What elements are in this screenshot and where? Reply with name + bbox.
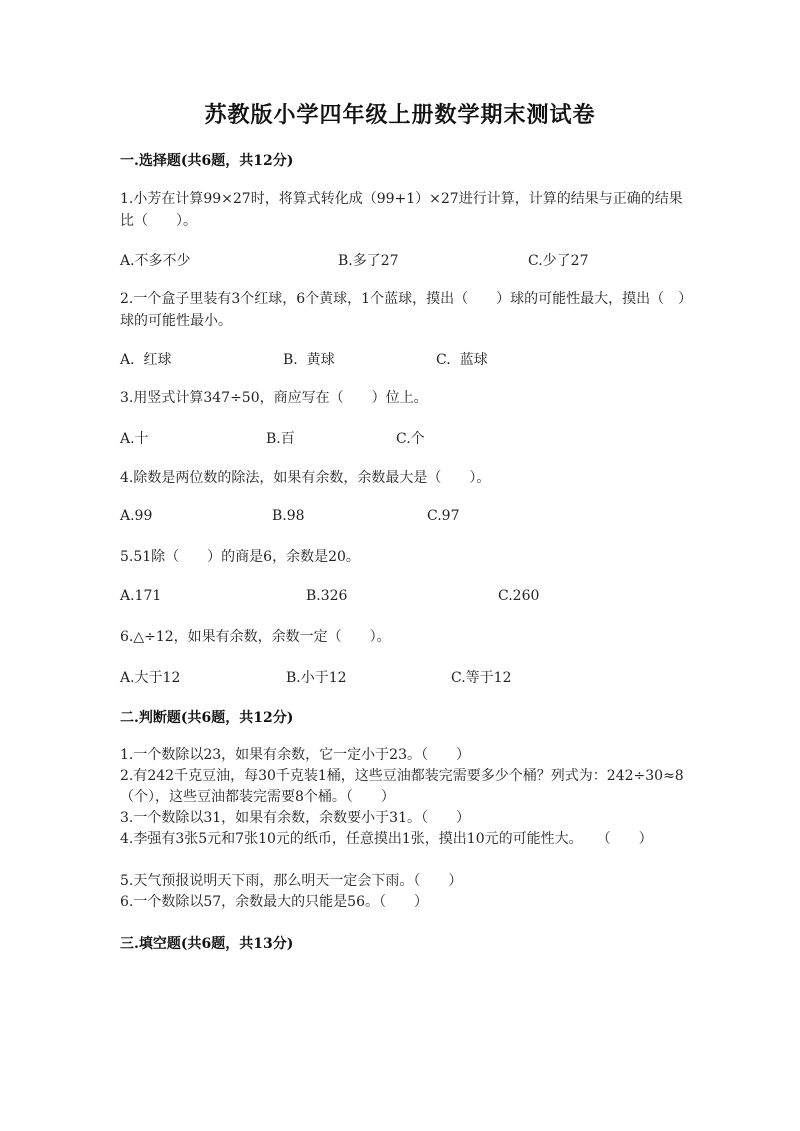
judge-item: 3.一个数除以31，如果有余数，余数要小于31。（ ） xyxy=(120,810,470,826)
option-a: A.十 xyxy=(120,431,149,447)
option-b: B.326 xyxy=(306,588,348,604)
option-b: B. 黄球 xyxy=(283,352,335,368)
question-text: 4.除数是两位数的除法，如果有余数，余数最大是（ ）。 xyxy=(120,470,491,486)
question-text: 6.△÷12，如果有余数，余数一定（ ）。 xyxy=(120,629,391,645)
option-c: C.少了27 xyxy=(528,253,589,269)
question-text: 3.用竖式计算347÷50，商应写在（ ）位上。 xyxy=(120,390,428,406)
option-a: A.171 xyxy=(120,588,162,604)
option-a: A.大于12 xyxy=(120,670,181,686)
section-heading-choice: 一.选择题(共6题，共12分) xyxy=(120,153,294,169)
option-a: A.不多不少 xyxy=(120,253,191,269)
option-b: B.小于12 xyxy=(286,670,347,686)
option-c: C. 蓝球 xyxy=(436,352,488,368)
question-text: 1.小芳在计算99×27时，将算式转化成（99+1）×27进行计算，计算的结果与正确的结果比（ ）。 xyxy=(120,191,683,229)
judge-item: 2.有242千克豆油，每30千克装1桶，这些豆油都装完需要多少个桶？列式为：242÷30≈8（个），这些豆油都装完需要8个桶。（ ） xyxy=(120,768,684,805)
section-heading-fill: 三.填空题(共6题，共13分) xyxy=(120,936,294,952)
option-a: A. 红球 xyxy=(120,352,172,368)
judge-item: 1.一个数除以23，如果有余数，它一定小于23。（ ） xyxy=(120,747,470,763)
option-c: C.个 xyxy=(396,431,425,447)
option-b: B.百 xyxy=(266,431,295,447)
question-text: 2.一个盒子里装有3个红球，6个黄球，1个蓝球，摸出（ ）球的可能性最大，摸出（ ）球的可能性最小。 xyxy=(120,291,686,329)
option-c: C.97 xyxy=(427,508,460,524)
option-c: C.260 xyxy=(498,588,540,604)
judge-item: 4.李强有3张5元和7张10元的纸币，任意摸出1张，摸出10元的可能性大。 （ ） xyxy=(120,831,653,847)
option-b: B.多了27 xyxy=(338,253,399,269)
option-c: C.等于12 xyxy=(451,670,512,686)
judge-item: 5.天气预报说明天下雨，那么明天一定会下雨。（ ） xyxy=(120,873,463,889)
page-title: 苏教版小学四年级上册数学期末测试卷 xyxy=(204,102,596,128)
option-b: B.98 xyxy=(272,508,305,524)
judge-item: 6.一个数除以57，余数最大的只能是56。（ ） xyxy=(120,894,428,910)
question-text: 5.51除（ ）的商是6，余数是20。 xyxy=(120,549,360,565)
section-heading-judge: 二.判断题(共6题，共12分) xyxy=(120,710,294,726)
option-a: A.99 xyxy=(120,508,153,524)
